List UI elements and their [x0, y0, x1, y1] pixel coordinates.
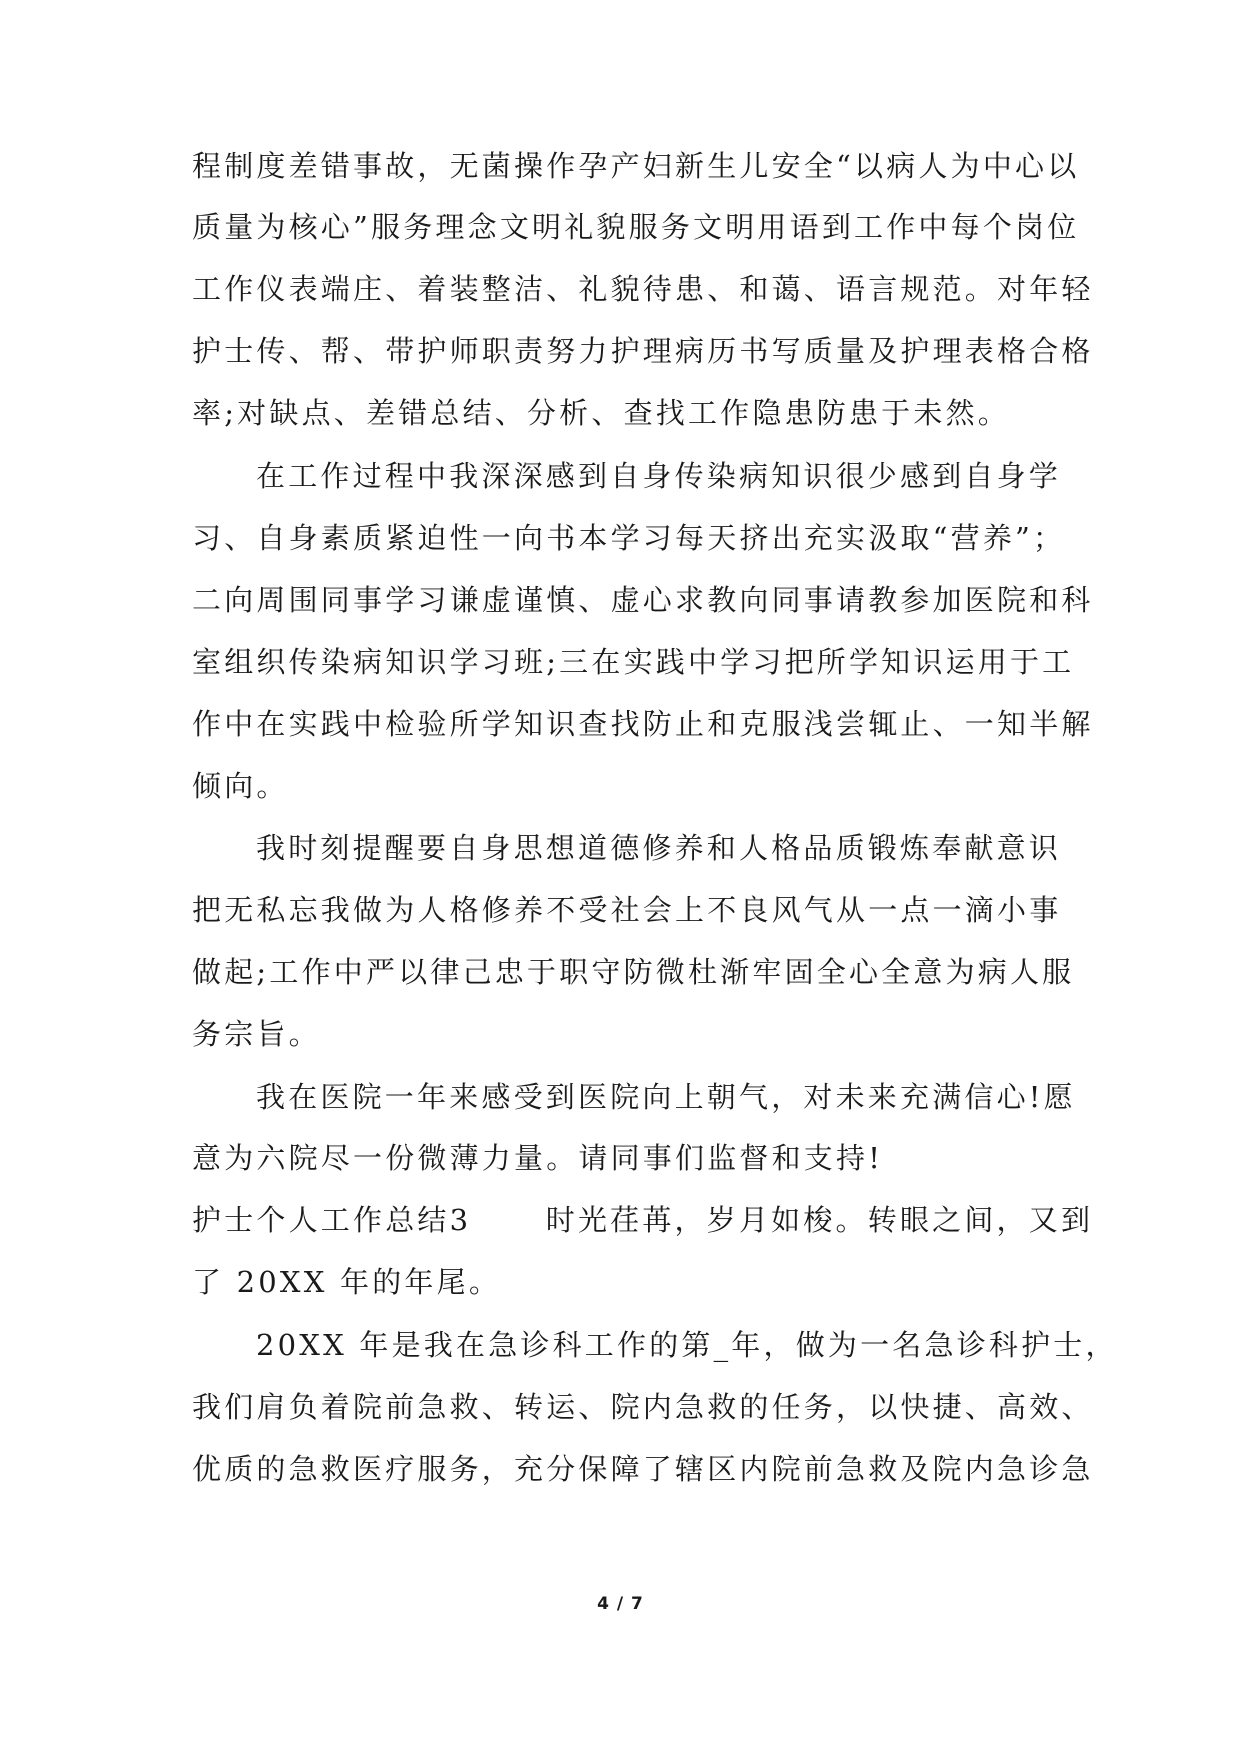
text-line: 程制度差错事故，无菌操作孕产妇新生儿安全“以病人为中心以	[192, 149, 1080, 183]
text-line: 护士传、帮、带护师职责努力护理病历书写质量及护理表格合格	[192, 334, 1094, 368]
section-heading-line: 护士个人工作总结3 时光荏苒，岁月如梭。转眼之间，又到	[192, 1203, 1094, 1237]
text-line: 做起;工作中严以律己忠于职守防微杜渐牢固全心全意为病人服	[192, 955, 1075, 989]
text-line: 率;对缺点、差错总结、分析、查找工作隐患防患于未然。	[192, 396, 1010, 430]
text-line: 了 20XX 年的年尾。	[192, 1265, 502, 1299]
text-line: 室组织传染病知识学习班;三在实践中学习把所学知识运用于工	[192, 645, 1075, 679]
text-line: 习、自身素质紧迫性一向书本学习每天挤出充实汲取“营养”；	[192, 521, 1066, 555]
text-line: 务宗旨。	[192, 1017, 321, 1051]
text-line: 把无私忘我做为人格修养不受社会上不良风气从一点一滴小事	[192, 893, 1062, 927]
text-line: 倾向。	[192, 769, 289, 803]
page-number: 4 / 7	[597, 1594, 644, 1614]
text-line: 优质的急救医疗服务，充分保障了辖区内院前急救及院内急诊急	[192, 1452, 1094, 1486]
text-line: 质量为核心”服务理念文明礼貌服务文明用语到工作中每个岗位	[192, 210, 1080, 244]
text-line: 我时刻提醒要自身思想道德修养和人格品质锻炼奉献意识	[256, 831, 1062, 865]
text-line: 工作仪表端庄、着装整洁、礼貌待患、和蔼、语言规范。对年轻	[192, 272, 1094, 306]
text-line: 我们肩负着院前急救、转运、院内急救的任务，以快捷、高效、	[192, 1390, 1094, 1424]
text-line: 在工作过程中我深深感到自身传染病知识很少感到自身学	[256, 459, 1062, 493]
text-line: 作中在实践中检验所学知识查找防止和克服浅尝辄止、一知半解	[192, 707, 1094, 741]
text-line: 20XX 年是我在急诊科工作的第_年，做为一名急诊科护士，	[256, 1328, 1118, 1362]
text-line: 二向周围同事学习谦虚谨慎、虚心求教向同事请教参加医院和科	[192, 583, 1094, 617]
text-line: 我在医院一年来感受到医院向上朝气，对未来充满信心!愿	[256, 1080, 1076, 1114]
text-line: 意为六院尽一份微薄力量。请同事们监督和支持!	[192, 1141, 884, 1175]
